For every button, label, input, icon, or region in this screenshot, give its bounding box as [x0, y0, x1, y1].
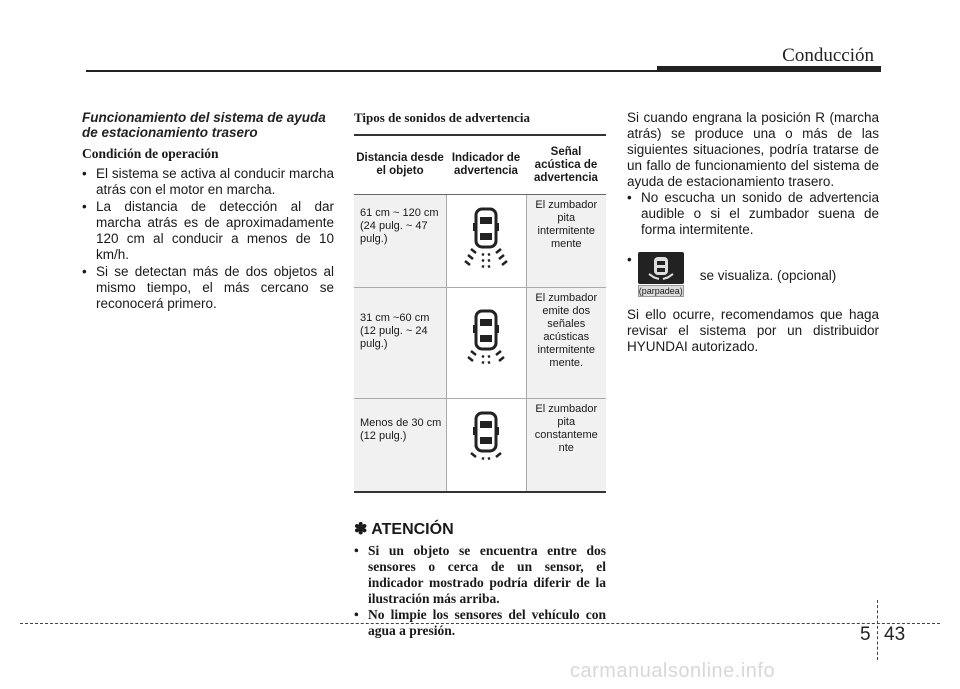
column-left: [82, 110, 334, 313]
proximity-bar: [471, 249, 501, 255]
proximity-bar: [468, 255, 504, 261]
proximity-bar: [471, 453, 501, 459]
proximity-bar: [471, 351, 501, 357]
list-item: • Si un objeto se encuentra entre dos sensores o cerca de un sensor, el indicador mostrado podría diferir de la ilustración más arriba.: [354, 543, 606, 607]
list-item: • No escucha un sonido de advertencia audible o si el zumbador suena de forma intermitente.: [627, 190, 879, 238]
indicator-cell: [446, 399, 526, 493]
operation-list: [82, 166, 334, 312]
header-sound: Señal acústica de advertencia: [526, 135, 606, 195]
car-proximity-icon: [463, 207, 509, 271]
sound-cell: El zumbador pita intermitente mente: [526, 195, 606, 288]
subheading: Condición de operación: [82, 146, 219, 161]
car-proximity-icon: [463, 309, 509, 373]
table-row: [354, 195, 606, 288]
symptom-list: [627, 190, 879, 238]
watermark: carmanualsonline.info: [570, 660, 776, 682]
car-proximity-icon: [463, 411, 509, 475]
icon-caption: (parpadea): [638, 286, 683, 296]
proximity-bar: [465, 261, 507, 267]
indicator-text: se visualiza. (opcional): [699, 268, 837, 283]
table-row: [354, 399, 606, 493]
section-heading: Funcionamiento del sistema de ayuda de estacionamiento trasero: [82, 110, 326, 140]
table-row: [354, 288, 606, 399]
parking-assist-indicator: [638, 252, 684, 297]
list-item: • Si se detectan más de dos objetos al mismo tiempo, el más cercano se reconocerá primero.: [82, 264, 334, 312]
indicator-line: [627, 252, 879, 297]
warning-table: [354, 134, 606, 493]
header-rule-thick: [657, 66, 881, 72]
column-right: [627, 110, 879, 355]
list-item: • El sistema se activa al conducir marcha atrás con el motor en marcha.: [82, 166, 334, 198]
sound-cell: El zumbador emite dos señales acústicas intermitente mente.: [526, 288, 606, 399]
footer-rule: [20, 623, 940, 624]
distance-cell: 61 cm ~ 120 cm (24 pulg. ~ 47 pulg.): [354, 195, 446, 288]
attention-heading: ✽ ATENCIÓN: [354, 521, 454, 538]
footer-divider: [877, 600, 878, 660]
sound-cell: El zumbador pita constanteme nte: [526, 399, 606, 493]
chapter-number: 5: [860, 624, 871, 645]
page-number: 43: [884, 624, 906, 645]
indicator-cell: [446, 195, 526, 288]
table-header-row: [354, 135, 606, 195]
indicator-cell: [446, 288, 526, 399]
attention-list: [354, 543, 606, 639]
bullet-dot: •: [627, 252, 632, 267]
closing-paragraph: Si ello ocurre, recomendamos que haga revisar el sistema por un distribuidor HYUNDAI autorizado.: [627, 307, 879, 354]
distance-cell: Menos de 30 cm (12 pulg.): [354, 399, 446, 493]
column-middle: [354, 110, 606, 639]
header-distance: Distancia desde el objeto: [354, 135, 446, 195]
list-item: • No limpie los sensores del vehículo con agua a presión.: [354, 607, 606, 639]
proximity-bar: [468, 357, 504, 363]
distance-cell: 31 cm ~60 cm (12 pulg. ~ 24 pulg.): [354, 288, 446, 399]
table-title: Tipos de sonidos de advertencia: [354, 110, 531, 125]
header-indicator: Indicador de advertencia: [446, 135, 526, 195]
parking-assist-icon: [638, 252, 684, 284]
section-title: Conducción: [782, 45, 874, 66]
intro-paragraph: Si cuando engrana la posición R (marcha atrás) se produce una o más de las siguientes situaciones, podría tratarse de un fallo de funcionamiento del sistema de ayuda de estacionamiento trasero.: [627, 110, 879, 189]
list-item: • La distancia de detección al dar marcha atrás es de aproximadamente 120 cm al conducir a menos de 10 km/h.: [82, 199, 334, 263]
